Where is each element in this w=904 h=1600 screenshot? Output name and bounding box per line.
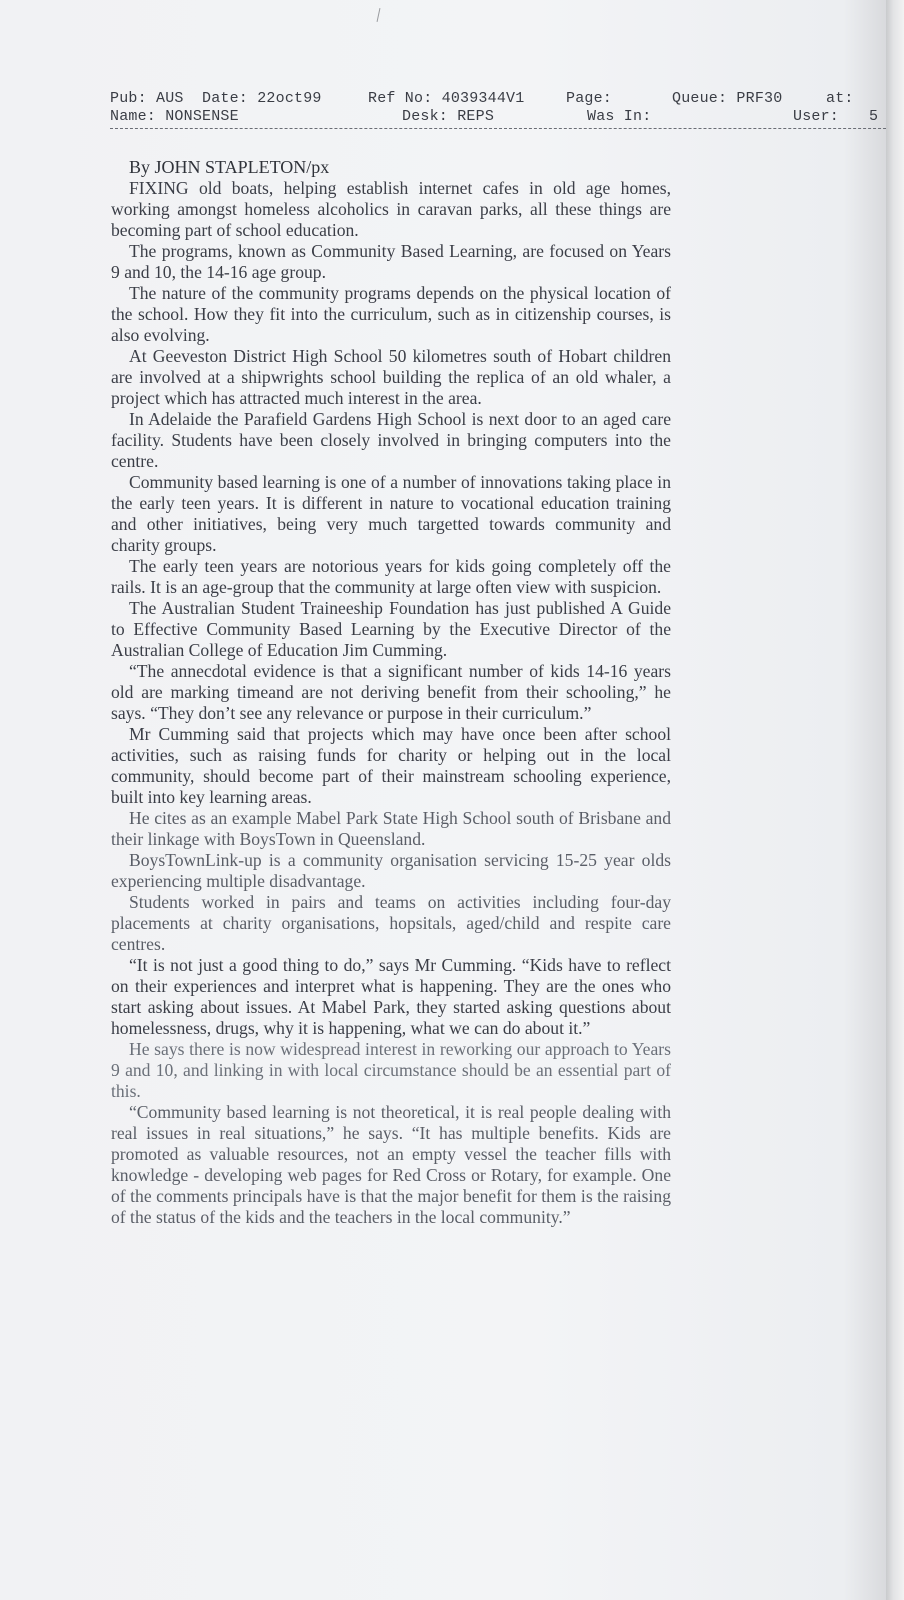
article-paragraph: “Community based learning is not theoretical, it is real people dealing with real issues in real situations,” he says. “It has multiple benefits. Kids are promoted as valuable resources, not an empty vessel the teacher fills with knowledge - developing web pages for Red Cross or Rotary, for example. One of the comments principals have is that the major benefit for them is the raising of the status of the kids and the teachers in the local community.” bbox=[111, 1102, 671, 1227]
paper-crease bbox=[377, 8, 381, 22]
article-paragraph: At Geeveston District High School 50 kilometres south of Hobart children are involved at a shipwrights school building the replica of an old whaler, a project which has attracted much interest in the area. bbox=[111, 346, 671, 408]
slug-ref: Ref No: 4039344V1 bbox=[368, 90, 525, 107]
slug-user: User: bbox=[793, 108, 840, 125]
article-paragraph: He says there is now widespread interest in reworking our approach to Years 9 and 10, and linking in with local circumstance should be an essential part of this. bbox=[111, 1039, 671, 1101]
byline: By JOHN STAPLETON/px bbox=[129, 157, 330, 177]
article-paragraph: The nature of the community programs depends on the physical location of the school. How they fit into the curriculum, such as in citizenship courses, is also evolving. bbox=[111, 283, 671, 345]
slug-row-1 bbox=[110, 90, 890, 108]
slug-row-2 bbox=[110, 108, 890, 126]
slug-name: Name: NONSENSE bbox=[110, 108, 239, 125]
article-paragraph: Community based learning is one of a number of innovations taking place in the early teen years. It is different in nature to vocational education training and other initiatives, being very much targetted towards community and charity groups. bbox=[111, 472, 671, 555]
slug-desk: Desk: REPS bbox=[402, 108, 495, 125]
article-paragraph: The programs, known as Community Based Learning, are focused on Years 9 and 10, the 14-16 age group. bbox=[111, 241, 671, 282]
article-paragraph: FIXING old boats, helping establish internet cafes in old age homes, working amongst homeless alcoholics in caravan parks, all these things are becoming part of school education. bbox=[111, 178, 671, 240]
article-paragraph: In Adelaide the Parafield Gardens High School is next door to an aged care facility. Students have been closely involved in bringing computers into the centre. bbox=[111, 409, 671, 471]
page-edge-shadow bbox=[886, 0, 904, 1600]
slug-at: at: bbox=[826, 90, 854, 107]
article-paragraph: “It is not just a good thing to do,” says Mr Cumming. “Kids have to reflect on their experiences and interpret what is happening. They are the ones who start asking about issues. At Mabel Park, they started asking questions about homelessness, drugs, why it is happening, what we can do about it.” bbox=[111, 955, 671, 1038]
article-body bbox=[111, 156, 671, 1228]
article-paragraph: He cites as an example Mabel Park State High School south of Brisbane and their linkage with BoysTown in Queensland. bbox=[111, 808, 671, 849]
slug-page: Page: bbox=[566, 90, 613, 107]
article-paragraph: Students worked in pairs and teams on activities including four-day placements at charity organisations, hopsitals, aged/child and respite care centres. bbox=[111, 892, 671, 954]
slug-date: Date: 22oct99 bbox=[202, 90, 322, 107]
article-paragraph: Mr Cumming said that projects which may have once been after school activities, such as raising funds for charity or helping out in the local community, should become part of their mainstream schooling experience, built into key learning areas. bbox=[111, 724, 671, 807]
article-paragraph: BoysTownLink-up is a community organisation servicing 15-25 year olds experiencing multiple disadvantage. bbox=[111, 850, 671, 891]
article-paragraph: “The annecdotal evidence is that a significant number of kids 14-16 years old are marking timeand are not deriving benefit from their schooling,” he says. “They don’t see any relevance or purpose in their curriculum.” bbox=[111, 661, 671, 723]
slug-divider bbox=[110, 128, 896, 129]
slug-pub: Pub: AUS bbox=[110, 90, 184, 107]
slug-was-in: Was In: bbox=[587, 108, 652, 125]
slug-queue: Queue: PRF30 bbox=[672, 90, 783, 107]
article-paragraph: The early teen years are notorious years for kids going completely off the rails. It is an age-group that the community at large often view with suspicion. bbox=[111, 556, 671, 597]
slug-user-value: 5 bbox=[869, 108, 879, 125]
print-slug-header bbox=[110, 90, 890, 126]
article-paragraph: The Australian Student Traineeship Foundation has just published A Guide to Effective Community Based Learning by the Executive Director of the Australian College of Education Jim Cumming. bbox=[111, 598, 671, 660]
